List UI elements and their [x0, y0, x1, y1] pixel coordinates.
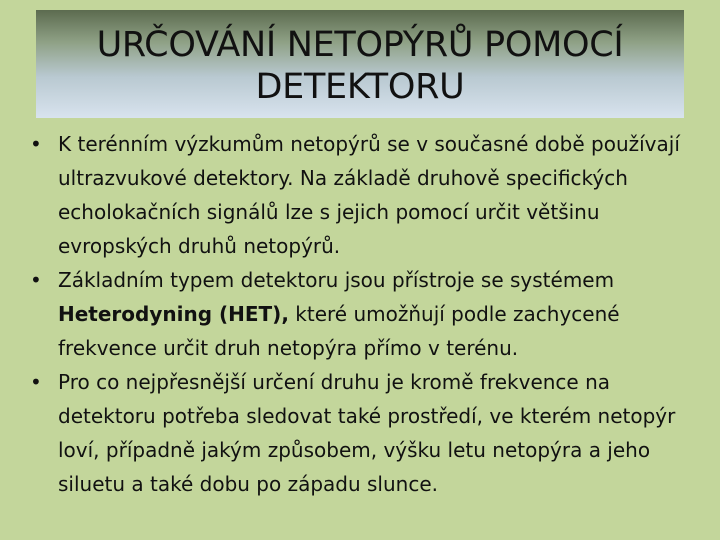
bullet-text-bold: Heterodyning (HET),	[58, 302, 289, 326]
bullet-icon: •	[30, 370, 42, 394]
bullet-text-after: které umožňují podle zachycené frekvence určit druh netopýra přímo v terénu.	[58, 302, 620, 360]
title-banner	[36, 10, 684, 118]
bullet-text-before: Základním typem detektoru jsou přístroje se systémem	[58, 268, 615, 292]
bullet-text: Pro co nejpřesnější určení druhu je kromě frekvence na detektoru potřeba sledovat také prostředí, ve kterém netopýr loví, případně jakým způsobem, výšku letu netopýra a jeho siluetu a také dobu po západu slunce.	[58, 370, 676, 496]
bullet-icon: •	[30, 268, 42, 292]
bullet-item-1	[30, 127, 696, 263]
bullet-item-2	[30, 263, 696, 365]
title-line-2: DETEKTORU	[255, 67, 465, 107]
bullet-item-3	[30, 365, 696, 501]
bullet-icon: •	[30, 132, 42, 156]
bullet-text: K terénním výzkumům netopýrů se v současné době používají ultrazvukové detektory. Na základě druhově specifických echolokačních signálů lze s jejich pomocí určit většinu evropských druhů netopýrů.	[58, 132, 680, 258]
bullet-list	[30, 127, 696, 501]
slide-title	[36, 24, 684, 108]
title-line-1: URČOVÁNÍ NETOPÝRŮ POMOCÍ	[96, 25, 624, 65]
